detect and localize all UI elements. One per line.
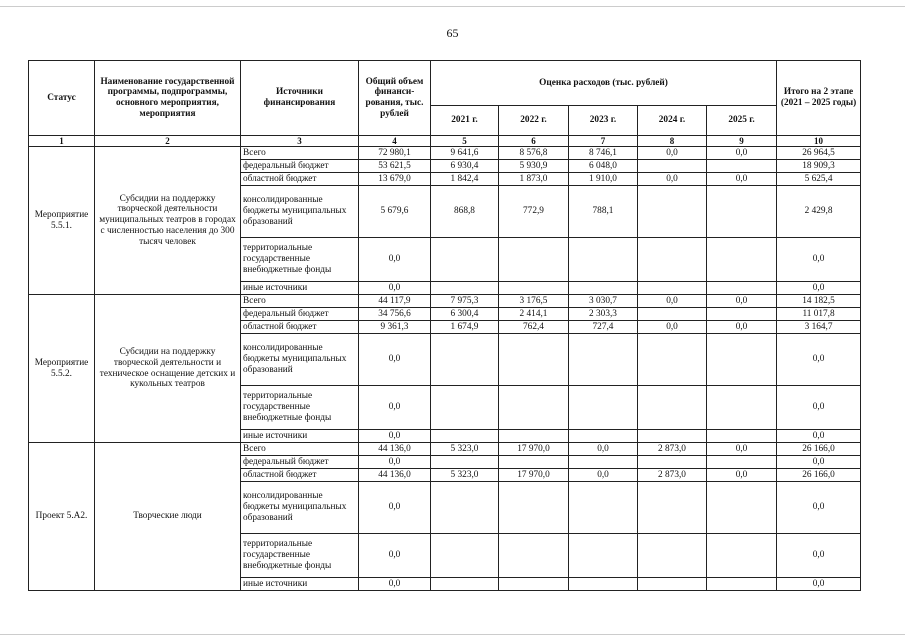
table-row	[29, 443, 861, 456]
cell-2021	[431, 534, 499, 578]
cell-2022	[499, 482, 569, 534]
cell-total: 0,0	[359, 386, 431, 430]
column-number: 9	[707, 136, 777, 147]
cell-2022: 1 873,0	[499, 173, 569, 186]
page-number: 65	[446, 26, 459, 40]
cell-2023	[569, 456, 638, 469]
column-number: 10	[777, 136, 861, 147]
cell-2021: 5 323,0	[431, 469, 499, 482]
cell-2021	[431, 386, 499, 430]
cell-2021	[431, 456, 499, 469]
cell-2023: 2 303,3	[569, 308, 638, 321]
cell-2024: 2 873,0	[638, 443, 707, 456]
cell-2024	[638, 456, 707, 469]
cell-2021	[431, 282, 499, 295]
cell-2022: 5 930,9	[499, 160, 569, 173]
cell-2025	[707, 534, 777, 578]
cell-2023	[569, 578, 638, 591]
header-total: Общий объем финанси-рования, тыс. рублей	[359, 61, 431, 136]
cell-2022	[499, 430, 569, 443]
cell-source: территориальные государственные внебюджетные фонды	[241, 534, 359, 578]
cell-2021: 6 930,4	[431, 160, 499, 173]
cell-source: территориальные государственные внебюджетные фонды	[241, 386, 359, 430]
cell-stage: 3 164,7	[777, 321, 861, 334]
cell-2024	[638, 430, 707, 443]
row-name: Субсидии на поддержку творческой деятельности муниципальных театров в городах с численностью населения до 300 тысяч человек	[95, 147, 241, 295]
cell-2025	[707, 160, 777, 173]
cell-source: областной бюджет	[241, 173, 359, 186]
cell-2024: 2 873,0	[638, 469, 707, 482]
cell-total: 0,0	[359, 534, 431, 578]
cell-stage: 26 166,0	[777, 443, 861, 456]
row-status: Проект 5.А2.	[29, 443, 95, 591]
cell-2025: 0,0	[707, 443, 777, 456]
cell-2025	[707, 308, 777, 321]
cell-2024	[638, 160, 707, 173]
cell-2025	[707, 482, 777, 534]
cell-total: 44 136,0	[359, 443, 431, 456]
header-year-2024: 2024 г.	[638, 106, 707, 136]
row-status: Мероприятие 5.5.1.	[29, 147, 95, 295]
cell-source: областной бюджет	[241, 321, 359, 334]
cell-stage: 0,0	[777, 430, 861, 443]
cell-source: федеральный бюджет	[241, 308, 359, 321]
cell-source: Всего	[241, 295, 359, 308]
cell-source: Всего	[241, 147, 359, 160]
cell-2025: 0,0	[707, 147, 777, 160]
cell-total: 9 361,3	[359, 321, 431, 334]
cell-2024	[638, 334, 707, 386]
cell-2023	[569, 482, 638, 534]
row-status: Мероприятие 5.5.2.	[29, 295, 95, 443]
cell-2022: 3 176,5	[499, 295, 569, 308]
cell-total: 0,0	[359, 456, 431, 469]
cell-source: областной бюджет	[241, 469, 359, 482]
cell-stage: 18 909,3	[777, 160, 861, 173]
header-status: Статус	[29, 61, 95, 136]
cell-total: 53 621,5	[359, 160, 431, 173]
cell-2021: 9 641,6	[431, 147, 499, 160]
cell-2021	[431, 578, 499, 591]
cell-2023: 788,1	[569, 186, 638, 238]
cell-2022	[499, 534, 569, 578]
header-name: Наименование государственной программы, подпрограммы, основного мероприятия, мероприятия	[95, 61, 241, 136]
cell-2021: 5 323,0	[431, 443, 499, 456]
cell-total: 0,0	[359, 238, 431, 282]
cell-2022: 2 414,1	[499, 308, 569, 321]
cell-2024	[638, 282, 707, 295]
cell-2024: 0,0	[638, 321, 707, 334]
cell-stage: 5 625,4	[777, 173, 861, 186]
column-number-row	[29, 136, 861, 147]
cell-2023	[569, 430, 638, 443]
cell-2021: 1 674,9	[431, 321, 499, 334]
column-number: 4	[359, 136, 431, 147]
cell-2021	[431, 238, 499, 282]
cell-source: консолидированные бюджеты муниципальных образований	[241, 334, 359, 386]
cell-stage: 0,0	[777, 534, 861, 578]
cell-source: федеральный бюджет	[241, 160, 359, 173]
table-row	[29, 295, 861, 308]
cell-2023	[569, 534, 638, 578]
header-stage-total: Итого на 2 этапе (2021 – 2025 годы)	[777, 61, 861, 136]
column-number: 2	[95, 136, 241, 147]
cell-2023: 6 048,0	[569, 160, 638, 173]
row-name: Творческие люди	[95, 443, 241, 591]
row-name: Субсидии на поддержку творческой деятельности и техническое оснащение детских и кукольных театров	[95, 295, 241, 443]
table-row	[29, 147, 861, 160]
cell-2025	[707, 282, 777, 295]
cell-total: 0,0	[359, 482, 431, 534]
cell-2023	[569, 386, 638, 430]
cell-total: 72 980,1	[359, 147, 431, 160]
cell-2022	[499, 578, 569, 591]
cell-2025	[707, 386, 777, 430]
cell-2024: 0,0	[638, 295, 707, 308]
cell-total: 0,0	[359, 430, 431, 443]
cell-2021	[431, 334, 499, 386]
cell-2025	[707, 430, 777, 443]
cell-2025	[707, 334, 777, 386]
cell-source: консолидированные бюджеты муниципальных образований	[241, 186, 359, 238]
cell-total: 44 117,9	[359, 295, 431, 308]
cell-2025	[707, 186, 777, 238]
cell-2024	[638, 238, 707, 282]
cell-stage: 0,0	[777, 578, 861, 591]
cell-stage: 0,0	[777, 238, 861, 282]
cell-2025: 0,0	[707, 295, 777, 308]
cell-2023	[569, 238, 638, 282]
cell-2023: 1 910,0	[569, 173, 638, 186]
cell-total: 5 679,6	[359, 186, 431, 238]
cell-total: 0,0	[359, 578, 431, 591]
cell-2022	[499, 238, 569, 282]
cell-2021	[431, 430, 499, 443]
cell-2025	[707, 456, 777, 469]
cell-2025	[707, 578, 777, 591]
cell-2024	[638, 578, 707, 591]
cell-source: федеральный бюджет	[241, 456, 359, 469]
cell-source: иные источники	[241, 430, 359, 443]
cell-source: Всего	[241, 443, 359, 456]
cell-stage: 26 166,0	[777, 469, 861, 482]
column-number: 3	[241, 136, 359, 147]
cell-2021: 7 975,3	[431, 295, 499, 308]
cell-source: иные источники	[241, 282, 359, 295]
cell-source: территориальные государственные внебюджетные фонды	[241, 238, 359, 282]
cell-2021	[431, 482, 499, 534]
cell-2021: 6 300,4	[431, 308, 499, 321]
cell-total: 44 136,0	[359, 469, 431, 482]
header-estimate: Оценка расходов (тыс. рублей)	[431, 61, 777, 106]
cell-2024	[638, 308, 707, 321]
cell-2024: 0,0	[638, 147, 707, 160]
cell-2025: 0,0	[707, 321, 777, 334]
cell-source: иные источники	[241, 578, 359, 591]
header-year-2021: 2021 г.	[431, 106, 499, 136]
cell-2025: 0,0	[707, 173, 777, 186]
cell-2025	[707, 238, 777, 282]
cell-stage: 11 017,8	[777, 308, 861, 321]
cell-2023	[569, 282, 638, 295]
cell-stage: 0,0	[777, 482, 861, 534]
cell-2022: 17 970,0	[499, 443, 569, 456]
column-number: 1	[29, 136, 95, 147]
cell-2023: 8 746,1	[569, 147, 638, 160]
cell-source: консолидированные бюджеты муниципальных образований	[241, 482, 359, 534]
cell-2023	[569, 334, 638, 386]
budget-table	[28, 60, 861, 591]
cell-2022	[499, 282, 569, 295]
cell-stage: 2 429,8	[777, 186, 861, 238]
cell-2021: 868,8	[431, 186, 499, 238]
cell-2023: 727,4	[569, 321, 638, 334]
column-number: 8	[638, 136, 707, 147]
header-year-2025: 2025 г.	[707, 106, 777, 136]
scan-edge-top	[0, 6, 905, 7]
cell-2024	[638, 386, 707, 430]
cell-2023: 0,0	[569, 469, 638, 482]
cell-total: 0,0	[359, 334, 431, 386]
cell-stage: 26 964,5	[777, 147, 861, 160]
cell-2024	[638, 186, 707, 238]
cell-2022: 762,4	[499, 321, 569, 334]
column-number: 6	[499, 136, 569, 147]
cell-2022: 772,9	[499, 186, 569, 238]
cell-2022: 8 576,8	[499, 147, 569, 160]
cell-2024	[638, 534, 707, 578]
scan-edge-bottom	[0, 634, 905, 635]
cell-stage: 0,0	[777, 282, 861, 295]
column-number: 5	[431, 136, 499, 147]
cell-2022	[499, 386, 569, 430]
header-sources: Источники финансирования	[241, 61, 359, 136]
cell-total: 0,0	[359, 282, 431, 295]
cell-2023: 0,0	[569, 443, 638, 456]
cell-2025: 0,0	[707, 469, 777, 482]
cell-total: 13 679,0	[359, 173, 431, 186]
cell-stage: 0,0	[777, 334, 861, 386]
cell-stage: 0,0	[777, 386, 861, 430]
cell-2024	[638, 482, 707, 534]
cell-2022	[499, 456, 569, 469]
header-year-2022: 2022 г.	[499, 106, 569, 136]
header-year-2023: 2023 г.	[569, 106, 638, 136]
cell-2023: 3 030,7	[569, 295, 638, 308]
column-number: 7	[569, 136, 638, 147]
cell-2022: 17 970,0	[499, 469, 569, 482]
cell-2021: 1 842,4	[431, 173, 499, 186]
cell-stage: 0,0	[777, 456, 861, 469]
cell-total: 34 756,6	[359, 308, 431, 321]
cell-2022	[499, 334, 569, 386]
cell-stage: 14 182,5	[777, 295, 861, 308]
cell-2024: 0,0	[638, 173, 707, 186]
